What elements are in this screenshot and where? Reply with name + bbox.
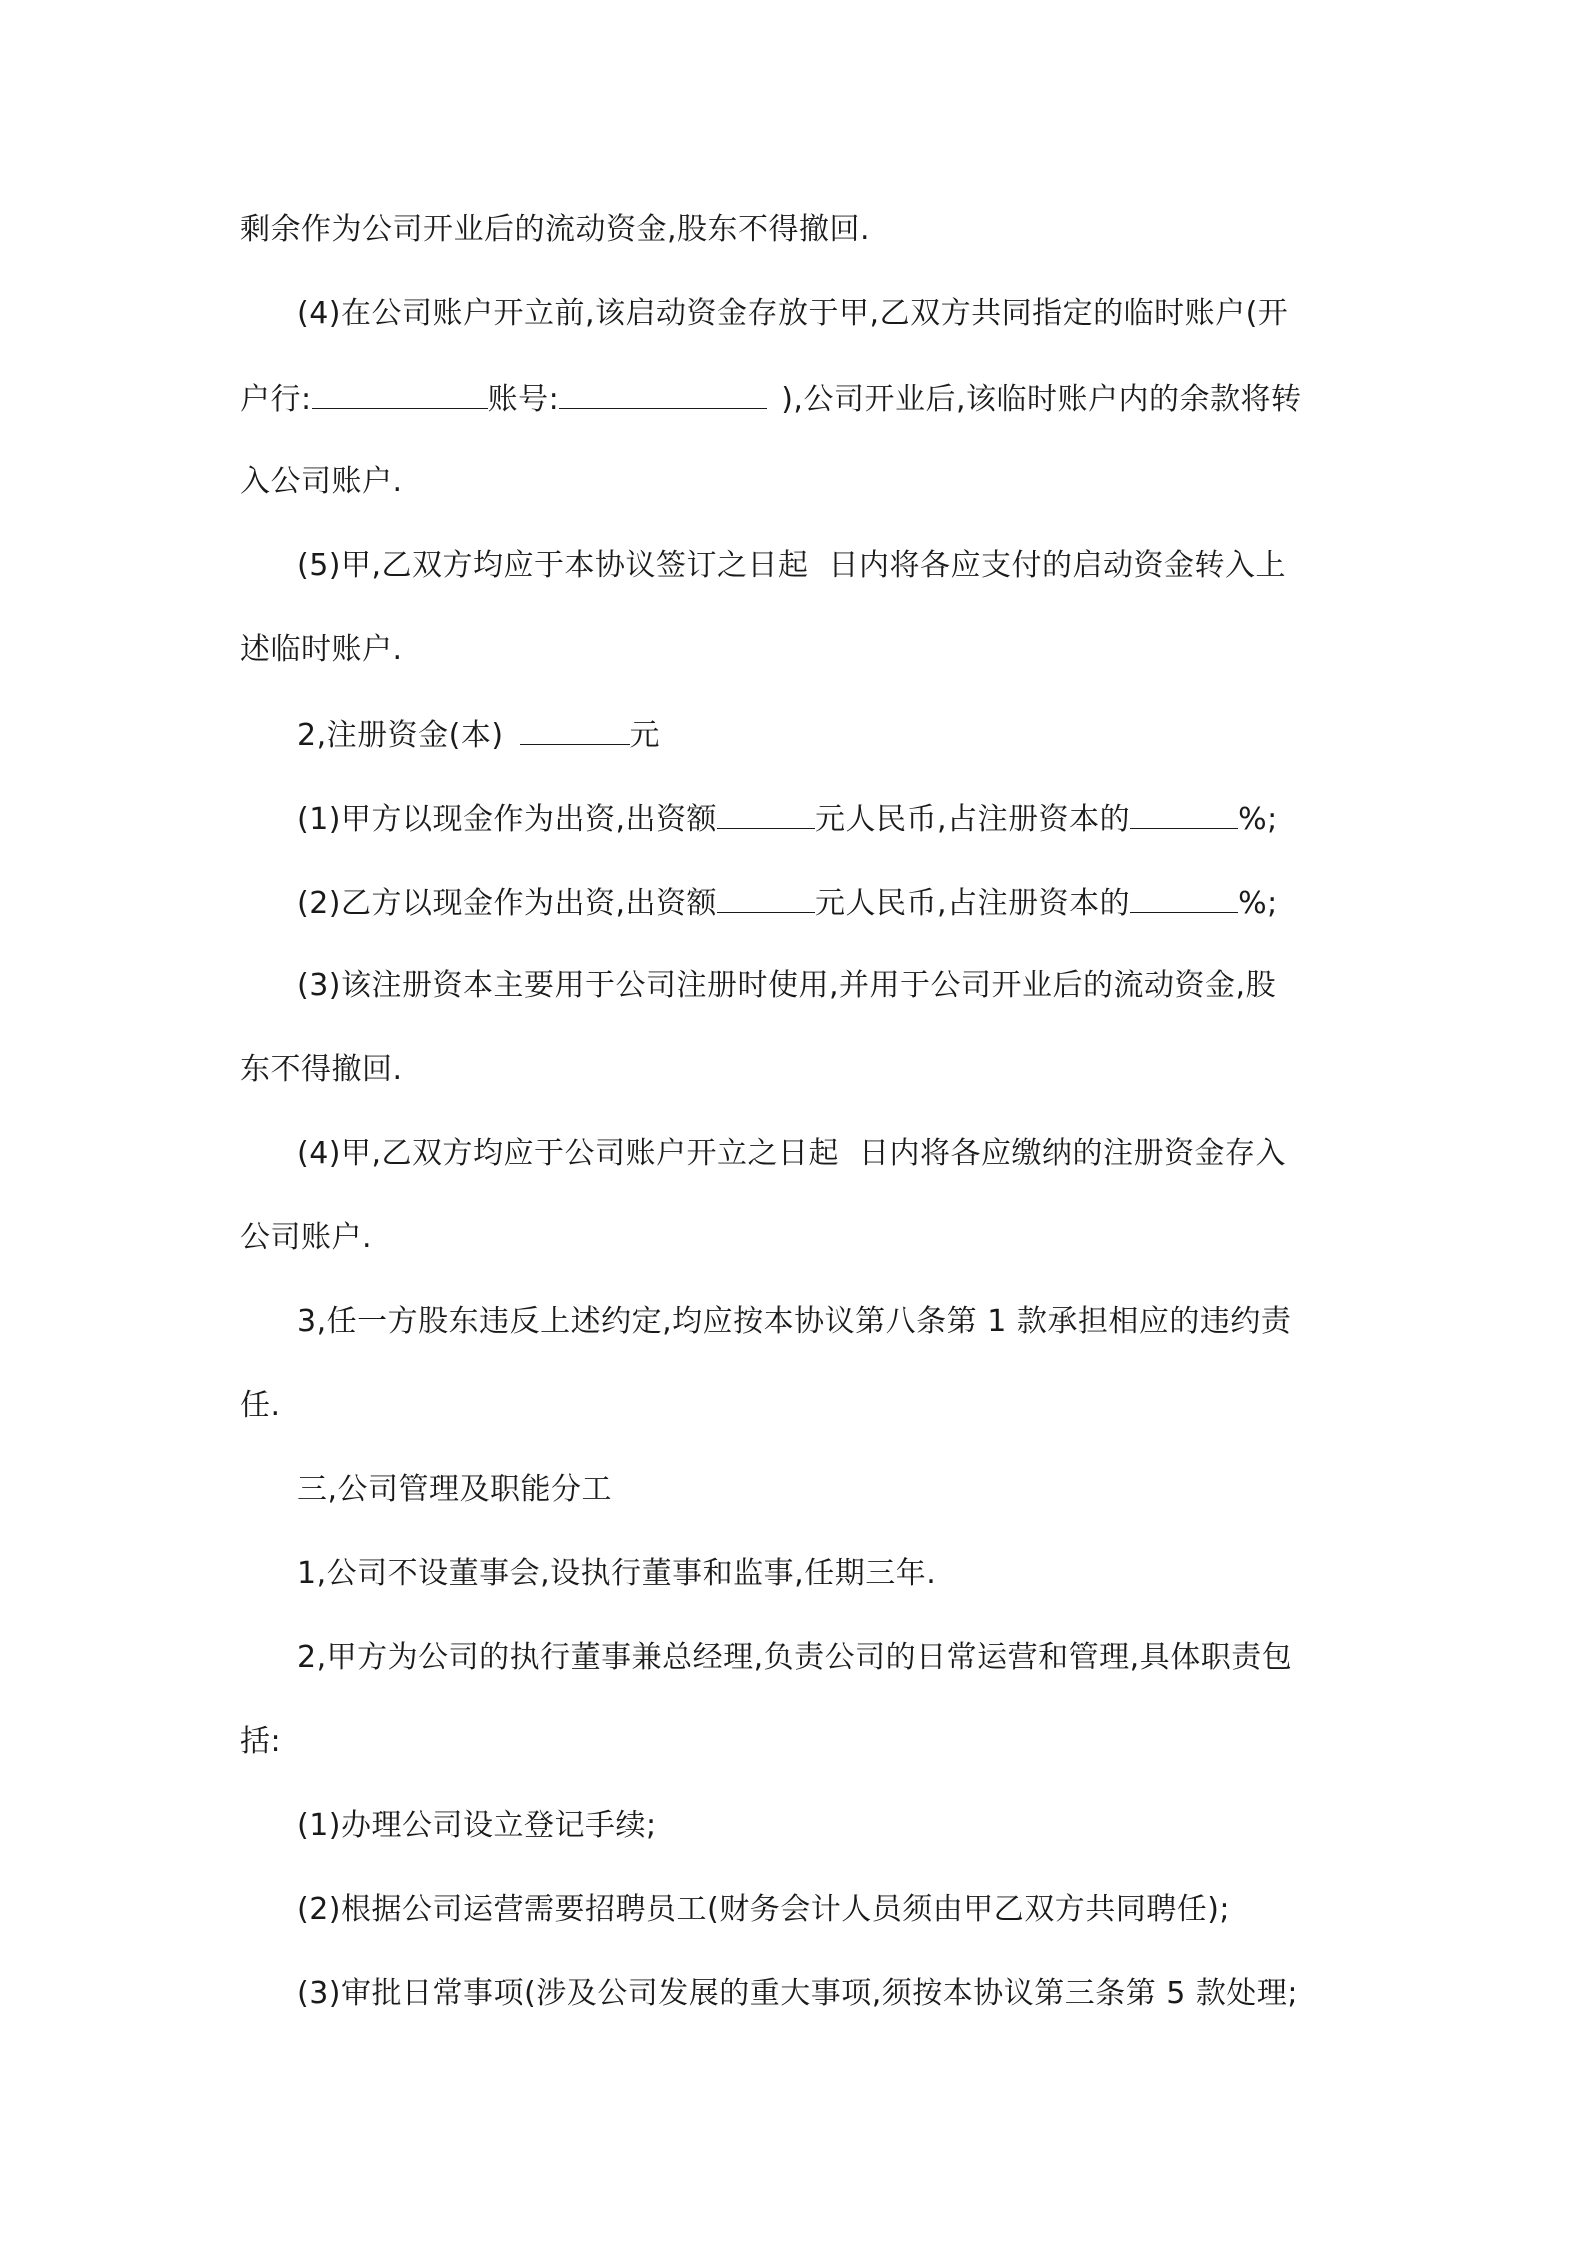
text-line bbox=[297, 1134, 1286, 1174]
paragraph-text: 入公司账户. bbox=[240, 464, 403, 499]
text-line bbox=[297, 966, 1276, 1006]
paragraph-text: 述临时账户. bbox=[240, 632, 403, 667]
paragraph-text: 公司账户. bbox=[240, 1220, 373, 1255]
percent-blank-field bbox=[1130, 798, 1238, 829]
text-line bbox=[240, 1386, 281, 1426]
paragraph-text: (4)在公司账户开立前,该启动资金存放于甲,乙双方共同指定的临时账户(开 bbox=[297, 296, 1289, 331]
account-blank-field bbox=[559, 378, 767, 409]
paragraph-text: 元 bbox=[629, 718, 661, 753]
paragraph-text: (1)甲方以现金作为出资,出资额 bbox=[297, 802, 718, 837]
paragraph-text: 元人民币,占注册资本的 bbox=[815, 802, 1131, 837]
section-heading bbox=[297, 1470, 612, 1510]
text-line bbox=[297, 294, 1288, 334]
bank-label: 户行: bbox=[240, 382, 312, 417]
text-line bbox=[297, 1302, 1291, 1342]
text-line bbox=[240, 1722, 281, 1762]
paragraph-text: (2)乙方以现金作为出资,出资额 bbox=[297, 886, 718, 921]
text-line bbox=[240, 378, 1302, 420]
paragraph-text: (5)甲,乙双方均应于本协议签订之日起 bbox=[297, 548, 809, 583]
paragraph-text: ),公司开业后,该临时账户内的余款将转 bbox=[781, 382, 1302, 417]
amount-blank-field bbox=[717, 798, 815, 829]
paragraph-text: %; bbox=[1238, 802, 1278, 837]
bank-blank-field bbox=[312, 378, 488, 409]
paragraph-text: 日内将各应缴纳的注册资金存入 bbox=[859, 1136, 1287, 1171]
amount-blank-field bbox=[717, 882, 815, 913]
percent-blank-field bbox=[1130, 882, 1238, 913]
section-heading-text: 三,公司管理及职能分工 bbox=[297, 1472, 613, 1507]
text-line bbox=[297, 1638, 1292, 1678]
paragraph-text: (3)审批日常事项(涉及公司发展的重大事项,须按本协议第三条第 5 款处理; bbox=[297, 1976, 1299, 2011]
text-line bbox=[240, 210, 870, 250]
account-label: 账号: bbox=[487, 382, 560, 417]
paragraph-text: 任. bbox=[240, 1388, 281, 1423]
text-line bbox=[297, 1554, 936, 1594]
text-line bbox=[240, 462, 403, 502]
text-line bbox=[297, 714, 660, 756]
paragraph-text: 3,任一方股东违反上述约定,均应按本协议第八条第 1 款承担相应的违约责 bbox=[297, 1304, 1292, 1339]
paragraph-text: 括: bbox=[240, 1724, 282, 1759]
paragraph-text: (2)根据公司运营需要招聘员工(财务会计人员须由甲乙双方共同聘任); bbox=[297, 1892, 1231, 1927]
text-line bbox=[297, 1974, 1298, 2014]
paragraph-text: 日内将各应支付的启动资金转入上 bbox=[828, 548, 1287, 583]
registered-capital-blank-field bbox=[520, 714, 630, 745]
paragraph-text: 东不得撤回. bbox=[240, 1052, 403, 1087]
text-line bbox=[297, 1806, 657, 1846]
paragraph-text: 剩余作为公司开业后的流动资金,股东不得撤回. bbox=[240, 212, 871, 247]
paragraph-text: 元人民币,占注册资本的 bbox=[815, 886, 1131, 921]
text-line bbox=[297, 798, 1278, 840]
text-line bbox=[240, 1218, 372, 1258]
paragraph-text: (3)该注册资本主要用于公司注册时使用,并用于公司开业后的流动资金,股 bbox=[297, 968, 1277, 1003]
paragraph-text: (4)甲,乙双方均应于公司账户开立之日起 bbox=[297, 1136, 840, 1171]
text-line bbox=[297, 1890, 1230, 1930]
paragraph-text: (1)办理公司设立登记手续; bbox=[297, 1808, 657, 1843]
text-line bbox=[297, 546, 1286, 586]
paragraph-text: %; bbox=[1238, 886, 1278, 921]
text-line bbox=[297, 882, 1278, 924]
paragraph-text: 1,公司不设董事会,设执行董事和监事,任期三年. bbox=[297, 1556, 937, 1591]
text-line bbox=[240, 630, 403, 670]
paragraph-text: 2,注册资金(本) bbox=[297, 718, 504, 753]
paragraph-text: 2,甲方为公司的执行董事兼总经理,负责公司的日常运营和管理,具体职责包 bbox=[297, 1640, 1293, 1675]
text-line bbox=[240, 1050, 403, 1090]
